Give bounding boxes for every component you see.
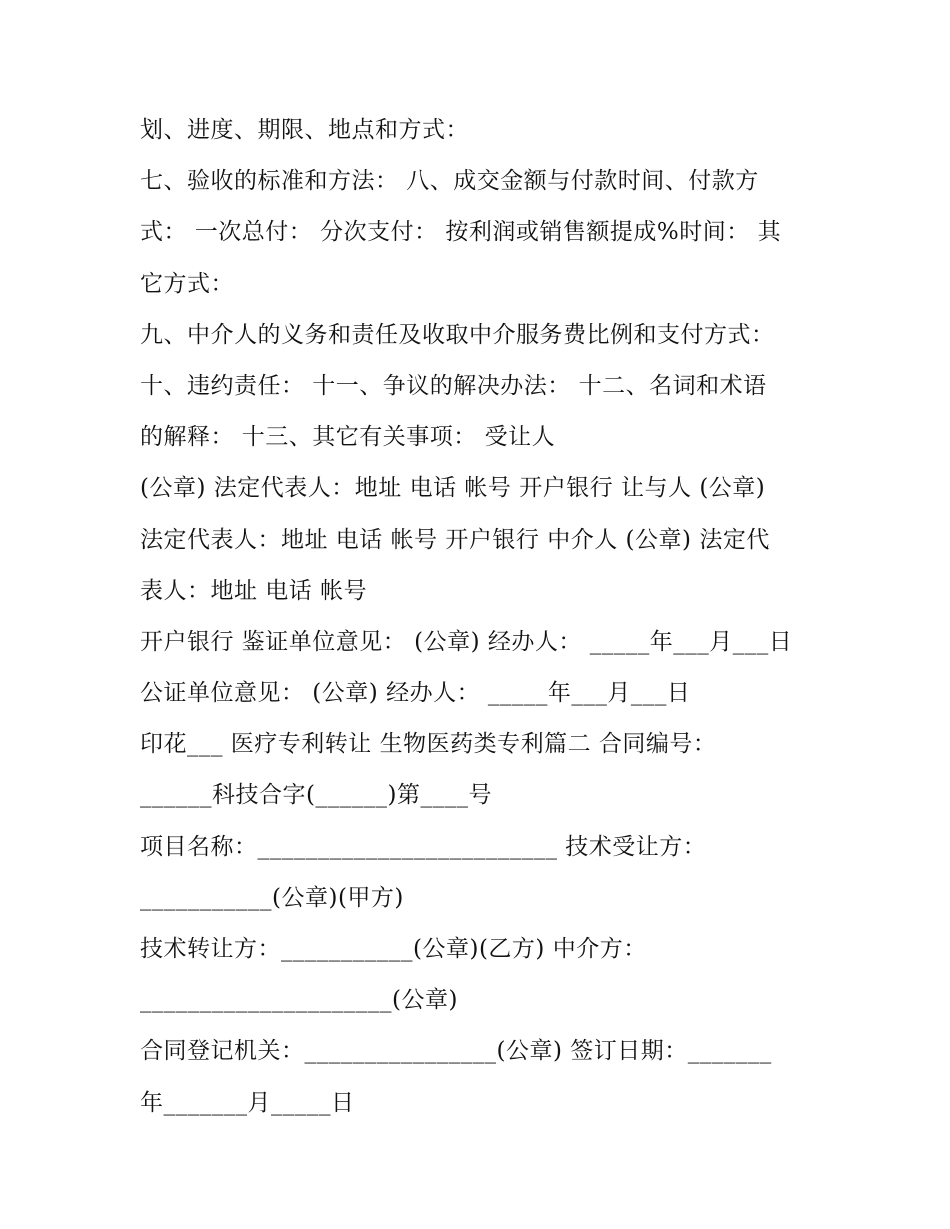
text-line: ______科技合字(______)第____号 bbox=[140, 782, 492, 809]
text-line: 年_______月_____日 bbox=[140, 1089, 355, 1116]
text-line: 开户银行 鉴证单位意见： (公章) 经办人： _____年___月___日 bbox=[140, 628, 793, 655]
text-line: 印花___ 医疗专利转让 生物医药类专利篇二 合同编号： bbox=[140, 731, 717, 758]
text-line: 合同登记机关：________________(公章) 签订日期：_______ bbox=[140, 1038, 772, 1065]
text-line: 项目名称：_________________________ 技术受让方： bbox=[140, 833, 707, 860]
text-line: 七、验收的标准和方法： 八、成交金额与付款时间、付款方 bbox=[140, 168, 759, 195]
text-line: 式： 一次总付： 分次支付： 按利润或销售额提成%时间： 其 bbox=[140, 219, 782, 246]
text-line: (公章) 法定代表人：地址 电话 帐号 开户银行 让与人 (公章) bbox=[140, 475, 766, 502]
text-line: 技术转让方：___________(公章)(乙方) 中介方： bbox=[140, 936, 647, 962]
contract-text bbox=[140, 108, 820, 1132]
text-line: _____________________(公章) bbox=[140, 987, 458, 1014]
text-line: 它方式： bbox=[140, 270, 234, 297]
text-line: 的解释： 十三、其它有关事项： 受让人 bbox=[140, 424, 556, 451]
text-line: 十、违约责任： 十一、争议的解决办法： 十二、名词和术语 bbox=[140, 372, 767, 399]
text-line: 公证单位意见： (公章) 经办人： _____年___月___日 bbox=[140, 680, 691, 707]
text-line: 法定代表人：地址 电话 帐号 开户银行 中介人 (公章) 法定代 bbox=[140, 526, 770, 553]
text-line: 表人：地址 电话 帐号 bbox=[140, 577, 368, 604]
text-line: 划、进度、期限、地点和方式： bbox=[140, 117, 469, 143]
text-line: 九、中介人的义务和责任及收取中介服务费比例和支付方式： bbox=[140, 321, 775, 348]
text-line: ___________(公章)(甲方) bbox=[140, 884, 404, 911]
